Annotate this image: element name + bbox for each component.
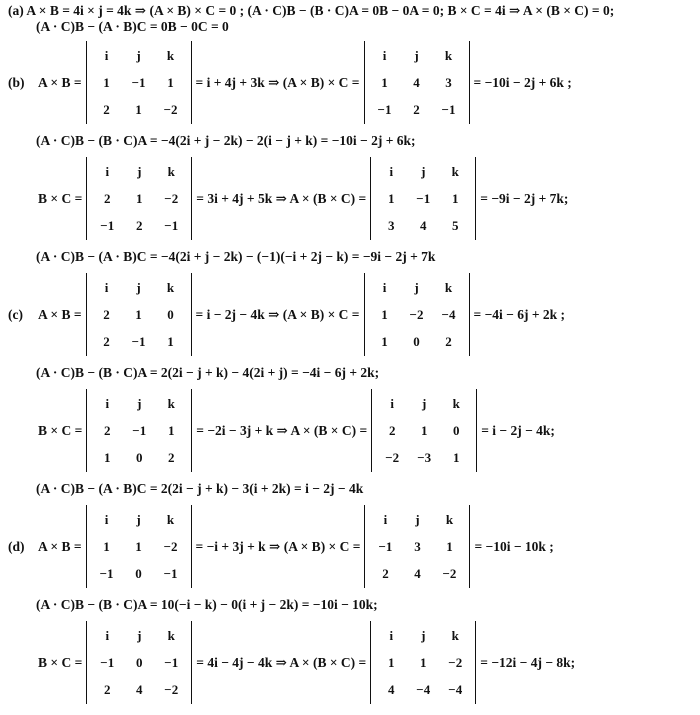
determinant-entry: i (389, 627, 394, 643)
determinant-entry: 0 (413, 333, 420, 349)
determinant-entry: i (105, 627, 110, 643)
determinant-entry: 1 (452, 449, 460, 465)
determinant-entry: 2 (445, 333, 452, 349)
determinant-entry: −3 (417, 449, 432, 465)
determinant-entry: −4 (441, 306, 456, 322)
determinant-entry: 0 (135, 565, 142, 581)
determinant-entry: 0 (167, 306, 174, 322)
determinant-entry: 1 (420, 654, 427, 670)
determinant-entry: i (105, 163, 110, 179)
middle-text: = 4i − 4j − 4k ⇒ A × (B × C) = (196, 654, 367, 670)
determinant-entry: 2 (104, 422, 111, 438)
determinant-entry: k (166, 47, 175, 63)
determinant (364, 273, 470, 356)
determinant-entry: 0 (136, 449, 143, 465)
determinant (86, 157, 192, 240)
determinant-entry: −4 (448, 681, 463, 697)
determinant (371, 389, 477, 472)
determinant-entry: 2 (413, 101, 420, 117)
middle-text: = −2i − 3j + k ⇒ A × (B × C) = (196, 422, 368, 438)
determinant-entry: 1 (103, 538, 110, 554)
determinant-entry: j (422, 395, 427, 411)
result-text: = −9i − 2j + 7k; (480, 190, 569, 206)
determinant-entry: 1 (135, 101, 142, 117)
determinant-entry: k (167, 163, 175, 179)
determinant-entry: 3 (414, 538, 421, 554)
determinant-entry: 1 (381, 306, 388, 322)
part-label: (b) (8, 74, 25, 90)
determinant-entry: 1 (446, 538, 453, 554)
part-c-line-4: (A · C)B − (A · B)C = 2(2i − j + k) − 3(i + 2k) = i − 2j − 4k (36, 481, 364, 496)
middle-text: = i − 2j − 4k ⇒ (A × B) × C = (195, 306, 360, 322)
determinant-entry: i (104, 279, 109, 295)
determinant-entry: −2 (164, 190, 179, 206)
determinant-entry: j (136, 511, 141, 527)
determinant-entry: −2 (385, 449, 400, 465)
determinant (370, 621, 476, 704)
part-b-line-4: (A · C)B − (A · B)C = −4(2i + j − 2k) − (−1)(−i + 2j − k) = −9i − 2j + 7k (36, 249, 436, 264)
determinant-entry: 2 (103, 101, 110, 117)
part-b-row-3 (8, 157, 568, 240)
determinant-entry: j (137, 163, 142, 179)
result-text: = −12i − 4j − 8k; (480, 654, 576, 670)
determinant-entry: j (414, 279, 419, 295)
part-c-row-1 (8, 273, 565, 356)
middle-text: = −i + 3j + k ⇒ (A × B) × C = (195, 538, 361, 554)
determinant-entry: −1 (164, 217, 179, 233)
determinant-entry: 0 (136, 654, 143, 670)
part-c-line-2: (A · C)B − (B · C)A = 2(2i − j + k) − 4(2i + j) = −4i − 6j + 2k; (36, 365, 380, 380)
determinant-entry: −2 (164, 681, 179, 697)
determinant-entry: j (414, 47, 419, 63)
determinant-entry: −1 (131, 333, 146, 349)
determinant-entry: k (166, 279, 175, 295)
determinant-entry: 1 (452, 190, 459, 206)
determinant-entry: 1 (136, 190, 143, 206)
determinant-entry: i (104, 511, 109, 527)
determinant-entry: −2 (448, 654, 463, 670)
determinant-entry: k (444, 279, 453, 295)
determinant-entry: −1 (416, 190, 431, 206)
part-d-row-3 (8, 621, 575, 704)
determinant (370, 157, 476, 240)
result-text: = −10i − 10k ; (474, 538, 554, 554)
determinant-entry: −1 (441, 101, 456, 117)
determinant-entry: −2 (163, 101, 178, 117)
lhs-text: B × C = (38, 654, 83, 670)
determinant (86, 41, 192, 124)
part-d-line-2: (A · C)B − (B · C)A = 10(−i − k) − 0(i + j − 2k) = −10i − 10k; (36, 597, 378, 612)
determinant-entry: i (383, 511, 388, 527)
determinant (86, 273, 192, 356)
determinant-entry: −4 (416, 681, 431, 697)
determinant-entry: j (421, 627, 426, 643)
determinant-entry: i (105, 395, 110, 411)
determinant-entry: −1 (378, 538, 393, 554)
lhs-text: A × B = (38, 306, 82, 322)
determinant-entry: −1 (131, 74, 146, 90)
determinant-entry: 2 (104, 190, 111, 206)
determinant-entry: j (421, 163, 426, 179)
lhs-text: A × B = (38, 74, 82, 90)
part-b-line-2: (A · C)B − (B · C)A = −4(2i + j − 2k) − 2(i − j + k) = −10i − 2j + 6k; (36, 133, 416, 148)
middle-text: = 3i + 4j + 5k ⇒ A × (B × C) = (196, 190, 367, 206)
middle-text: = i + 4j + 3k ⇒ (A × B) × C = (195, 74, 360, 90)
lhs-text: B × C = (38, 190, 83, 206)
determinant-entry: i (382, 47, 387, 63)
result-text: = −10i − 2j + 6k ; (473, 74, 572, 90)
determinant-entry: 2 (103, 333, 110, 349)
determinant (86, 389, 192, 472)
determinant-entry: k (451, 627, 459, 643)
determinant-entry: 4 (136, 681, 143, 697)
determinant-entry: 2 (104, 681, 111, 697)
determinant-entry: k (444, 47, 453, 63)
determinant-entry: 1 (168, 422, 175, 438)
part-label: (c) (8, 306, 23, 322)
lhs-text: B × C = (38, 422, 83, 438)
determinant-entry: −1 (99, 565, 114, 581)
part-d-row-1 (8, 505, 554, 588)
determinant-entry: 2 (136, 217, 143, 233)
part-a-line-2: (A · C)B − (A · B)C = 0B − 0C = 0 (36, 19, 229, 34)
determinant-entry: −1 (100, 217, 115, 233)
result-text: = i − 2j − 4k; (481, 422, 555, 438)
determinant-entry: −1 (100, 654, 115, 670)
determinant (86, 621, 192, 704)
determinant-entry: 1 (103, 74, 110, 90)
determinant-entry: −1 (164, 654, 179, 670)
determinant (364, 505, 470, 588)
determinant-entry: 4 (388, 681, 395, 697)
determinant-entry: 4 (414, 565, 421, 581)
determinant (86, 505, 192, 588)
part-c-row-3 (8, 389, 555, 472)
determinant-entry: −1 (163, 565, 178, 581)
determinant-entry: 1 (167, 333, 174, 349)
determinant-entry: 2 (388, 422, 396, 438)
result-text: = −4i − 6j + 2k ; (473, 306, 566, 322)
determinant-entry: 1 (420, 422, 428, 438)
determinant-entry: k (445, 511, 454, 527)
determinant-entry: 3 (388, 217, 395, 233)
determinant-entry: j (137, 627, 142, 643)
determinant-entry: i (389, 163, 394, 179)
determinant-entry: 4 (413, 74, 420, 90)
determinant-entry: k (167, 627, 175, 643)
determinant-entry: −2 (442, 565, 457, 581)
determinant-entry: k (166, 511, 175, 527)
determinant-entry: j (136, 279, 141, 295)
determinant-entry: 1 (388, 190, 395, 206)
determinant-entry: 1 (167, 74, 174, 90)
determinant-entry: i (390, 395, 394, 411)
part-b-row-1 (8, 41, 572, 124)
determinant-entry: 1 (104, 449, 111, 465)
determinant-entry: i (104, 47, 109, 63)
determinant-entry: j (136, 47, 141, 63)
determinant-entry: k (452, 395, 460, 411)
determinant-entry: −2 (163, 538, 178, 554)
determinant-entry: 1 (381, 333, 388, 349)
determinant-entry: k (167, 395, 175, 411)
determinant (364, 41, 470, 124)
determinant-entry: 1 (135, 306, 142, 322)
lhs-text: A × B = (38, 538, 82, 554)
determinant-entry: k (451, 163, 459, 179)
determinant-entry: 2 (382, 565, 389, 581)
determinant-entry: 1 (388, 654, 395, 670)
determinant-entry: 2 (168, 449, 175, 465)
determinant-entry: 0 (452, 422, 460, 438)
part-a-line-1: (a) A × B = 4i × j = 4k ⇒ (A × B) × C = 0 ; (A · C)B − (B · C)A = 0B − 0A = 0; B × C = 4i ⇒ A × (B × C) = 0; (8, 3, 615, 18)
determinant-entry: −1 (132, 422, 147, 438)
determinant-entry: 3 (445, 74, 452, 90)
determinant-entry: j (415, 511, 420, 527)
determinant-entry: 1 (135, 538, 142, 554)
determinant-entry: j (137, 395, 142, 411)
determinant-entry: 5 (452, 217, 459, 233)
determinant-entry: 1 (381, 74, 388, 90)
determinant-entry: 4 (420, 217, 427, 233)
determinant-entry: 2 (103, 306, 110, 322)
determinant-entry: −2 (409, 306, 424, 322)
determinant-entry: i (382, 279, 387, 295)
determinant-entry: −1 (377, 101, 392, 117)
part-label: (d) (8, 538, 25, 554)
